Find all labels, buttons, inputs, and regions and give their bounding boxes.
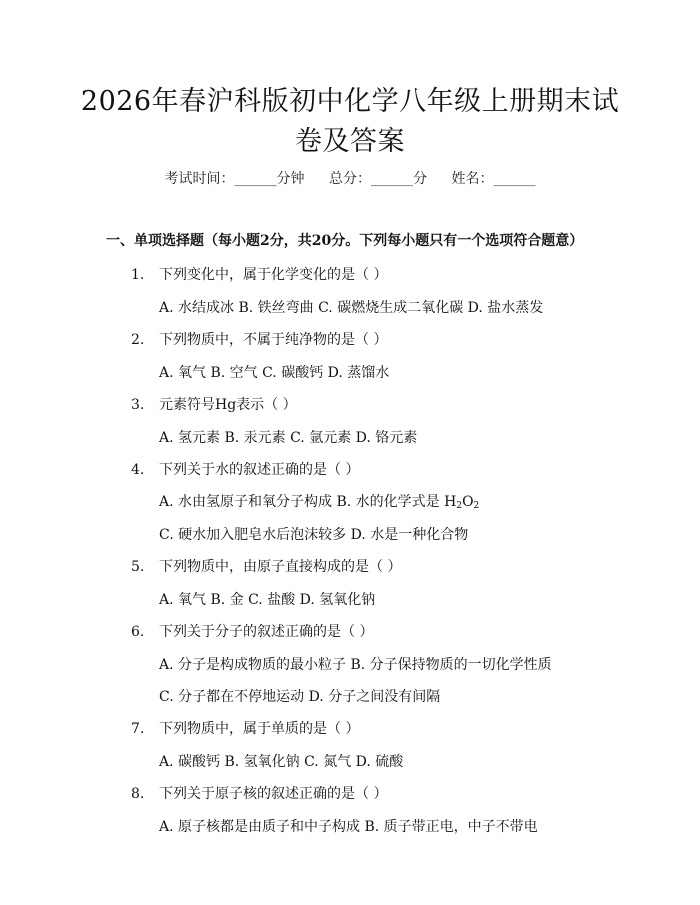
question-1-options: A. 水结成冰 B. 铁丝弯曲 C. 碳燃烧生成二氧化碳 D. 盐水蒸发 xyxy=(159,300,544,316)
formula-h2o2: $H_2O_2$ xyxy=(444,494,480,511)
question-8 xyxy=(131,783,387,803)
question-5 xyxy=(131,556,401,576)
question-2 xyxy=(131,329,387,349)
exam-meta xyxy=(0,168,700,188)
question-number: 5. xyxy=(131,559,145,575)
question-3-options: A. 氢元素 B. 汞元素 C. 氩元素 D. 铬元素 xyxy=(159,430,418,446)
question-1 xyxy=(131,264,387,284)
question-text: 元素符号Hg表示（ ） xyxy=(159,397,297,413)
question-text: 下列关于水的叙述正确的是（ ） xyxy=(159,462,360,478)
question-text: 下列变化中，属于化学变化的是（ ） xyxy=(159,267,388,283)
title-line-1: 2026年春沪科版初中化学八年级上册期末试 xyxy=(80,86,620,117)
question-number: 4. xyxy=(131,462,145,478)
question-2-options: A. 氧气 B. 空气 C. 碳酸钙 D. 蒸馏水 xyxy=(159,365,390,381)
question-number: 8. xyxy=(131,786,145,802)
question-6-options-line-2: C. 分子都在不停地运动 D. 分子之间没有间隔 xyxy=(159,689,441,705)
question-number: 6. xyxy=(131,624,145,640)
question-8-options: A. 原子核都是由质子和中子构成 B. 质子带正电，中子不带电 xyxy=(159,819,538,835)
question-6-options-line-1: A. 分子是构成物质的最小粒子 B. 分子保持物质的一切化学性质 xyxy=(159,657,552,673)
question-text: 下列关于原子核的叙述正确的是（ ） xyxy=(159,786,388,802)
question-7 xyxy=(131,718,359,738)
question-5-options: A. 氧气 B. 金 C. 盐酸 D. 氢氧化钠 xyxy=(159,592,376,608)
question-number: 7. xyxy=(131,721,145,737)
exam-time-field: 考试时间：______分钟 xyxy=(164,171,305,187)
question-4-options-line-1 xyxy=(159,491,479,511)
page-title xyxy=(60,82,640,162)
question-number: 1. xyxy=(131,267,145,283)
title-line-2: 卷及答案 xyxy=(295,126,405,157)
question-6 xyxy=(131,621,373,641)
section-heading: 一、单项选择题（每小题2分，共20分。下列每小题只有一个选项符合题意） xyxy=(106,233,584,249)
question-text: 下列物质中，属于单质的是（ ） xyxy=(159,721,360,737)
total-score-field: 总分：______分 xyxy=(329,171,427,187)
question-4 xyxy=(131,459,359,479)
question-text: 下列物质中，由原子直接构成的是（ ） xyxy=(159,559,402,575)
question-text: 下列物质中，不属于纯净物的是（ ） xyxy=(159,332,388,348)
question-4-options-line-2: C. 硬水加入肥皂水后泡沫较多 D. 水是一种化合物 xyxy=(159,527,469,543)
option-text: A. 水由氢原子和氧分子构成 B. 水的化学式是 xyxy=(159,494,440,510)
question-text: 下列关于分子的叙述正确的是（ ） xyxy=(159,624,374,640)
question-number: 2. xyxy=(131,332,145,348)
question-3 xyxy=(131,394,297,414)
question-7-options: A. 碳酸钙 B. 氢氧化钠 C. 氮气 D. 硫酸 xyxy=(159,754,404,770)
question-number: 3. xyxy=(131,397,145,413)
student-name-field: 姓名：______ xyxy=(451,171,536,187)
